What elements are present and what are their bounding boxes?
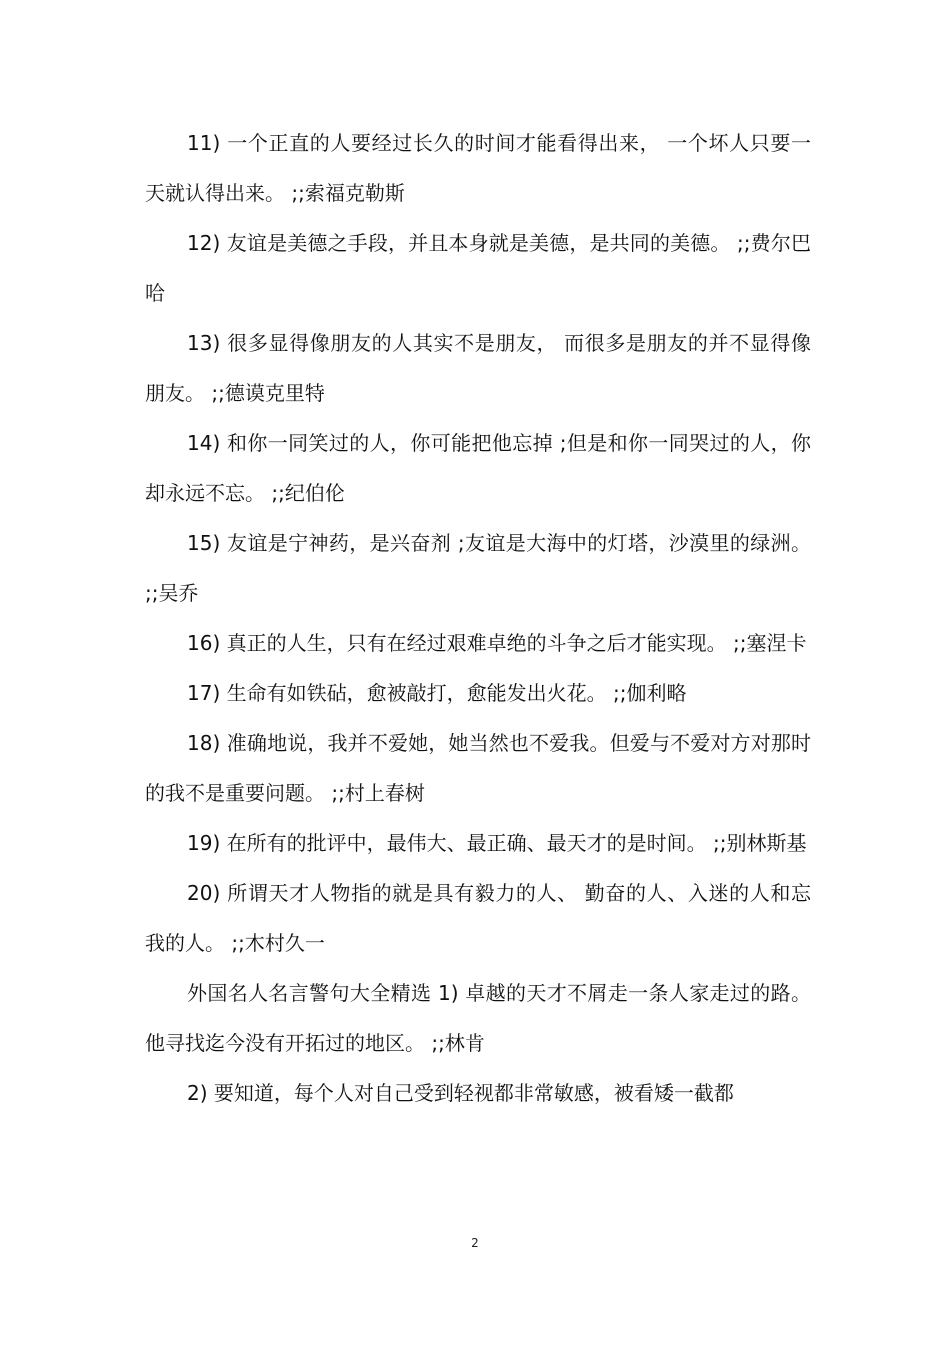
section-foreign-quotes-1: 外国名人名言警句大全精选 1) 卓越的天才不屑走一条人家走过的路。他寻找迄今没有开拓过的地区。 ;;林肯	[145, 981, 811, 1055]
quote-20: 20) 所谓天才人物指的就是具有毅力的人、 勤奋的人、入迷的人和忘我的人。 ;;木村久一	[145, 881, 811, 955]
quote-14: 14) 和你一同笑过的人，你可能把他忘掉 ;但是和你一同哭过的人，你却永远不忘。 ;;纪伯伦	[145, 431, 811, 505]
quote-19: 19) 在所有的批评中，最伟大、最正确、最天才的是时间。 ;;别林斯基	[187, 831, 807, 855]
quote-foreign-2: 2) 要知道，每个人对自己受到轻视都非常敏感，被看矮一截都	[187, 1081, 734, 1105]
quote-12: 12) 友谊是美德之手段，并且本身就是美德，是共同的美德。 ;;费尔巴哈	[145, 231, 811, 305]
quote-list	[145, 118, 811, 1118]
quote-18: 18) 准确地说，我并不爱她，她当然也不爱我。但爱与不爱对方对那时的我不是重要问题。 ;;村上春树	[145, 731, 811, 805]
quote-17: 17) 生命有如铁砧，愈被敲打，愈能发出火花。 ;;伽利略	[187, 681, 687, 705]
page-number: 2	[471, 1236, 479, 1250]
quote-16: 16) 真正的人生，只有在经过艰难卓绝的斗争之后才能实现。 ;;塞涅卡	[187, 631, 807, 655]
quote-11: 11) 一个正直的人要经过长久的时间才能看得出来， 一个坏人只要一天就认得出来。 ;;索福克勒斯	[145, 131, 811, 205]
quote-15: 15) 友谊是宁神药，是兴奋剂 ;友谊是大海中的灯塔，沙漠里的绿洲。 ;;吴乔	[145, 531, 811, 605]
quote-13: 13) 很多显得像朋友的人其实不是朋友， 而很多是朋友的并不显得像朋友。 ;;德谟克里特	[145, 331, 811, 405]
